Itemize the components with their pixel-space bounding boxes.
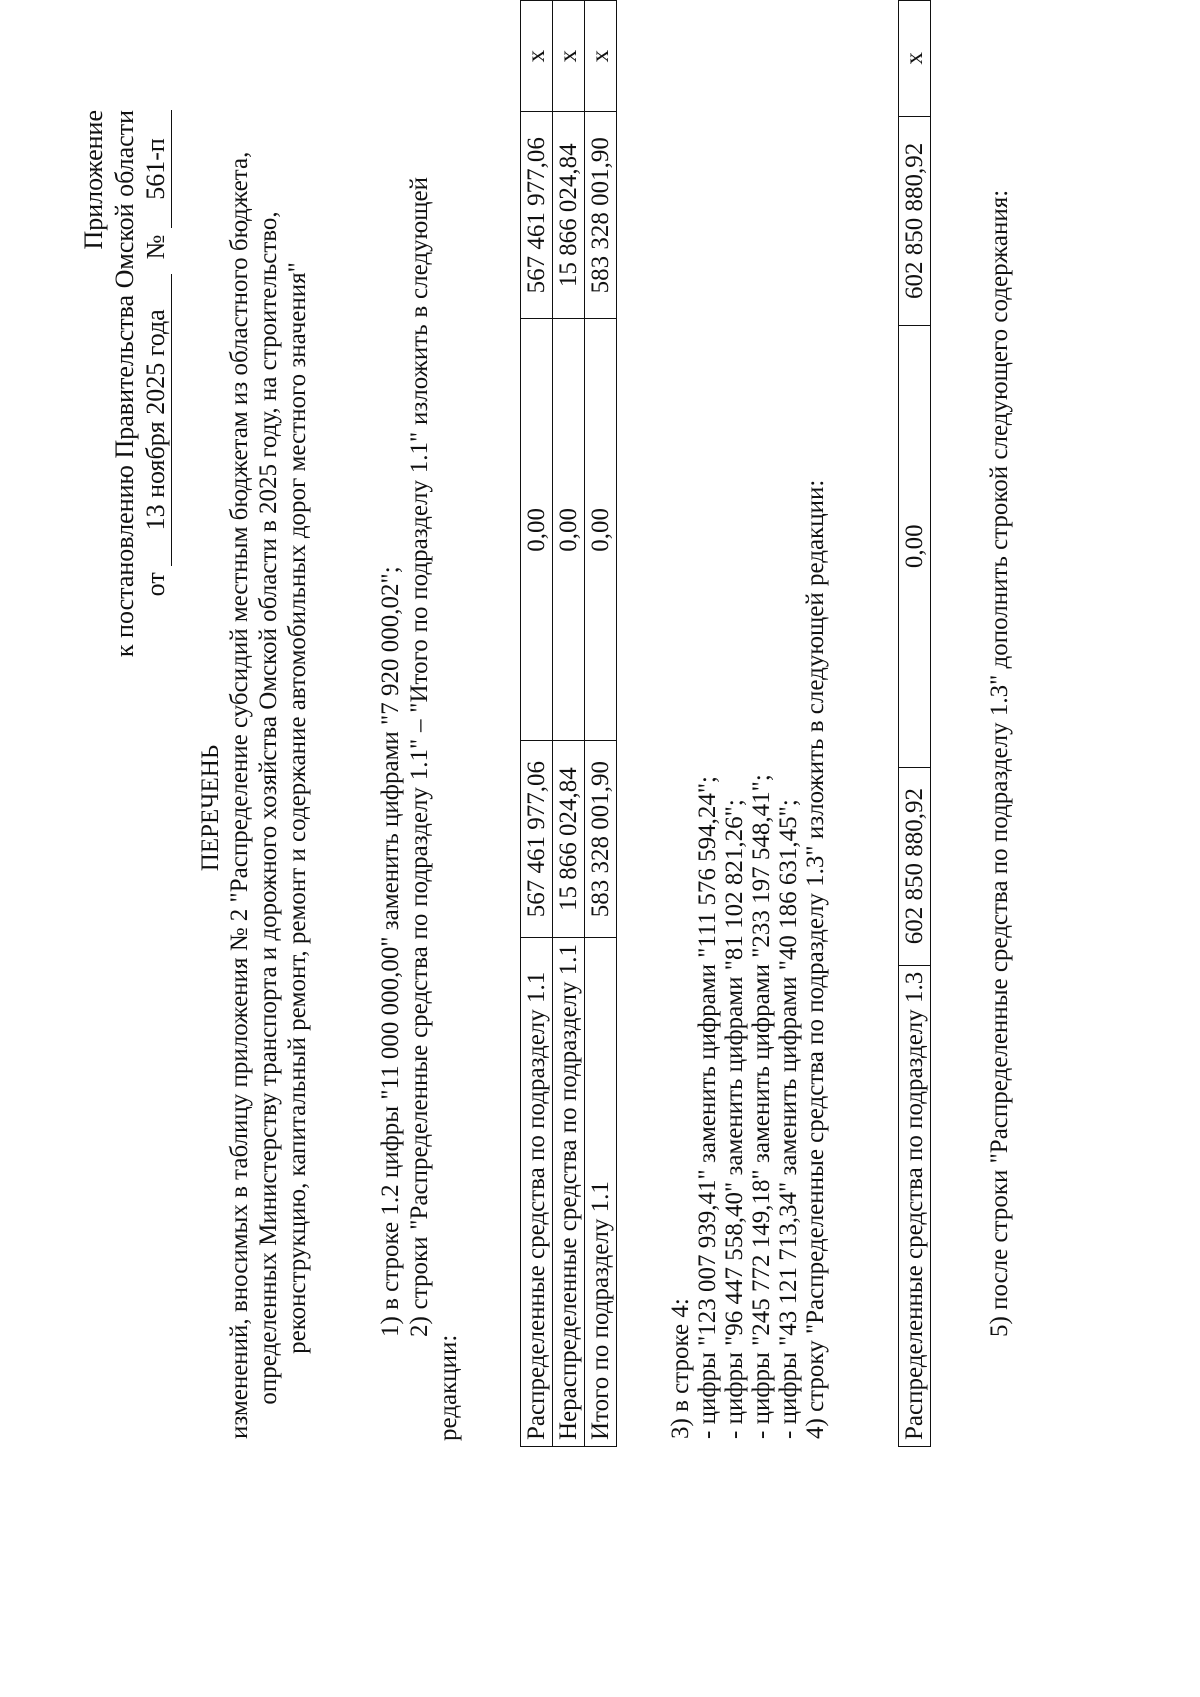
table-row [899,1,931,1447]
title-heading: ПЕРЕЧЕНЬ [197,744,224,872]
item-2-line-2: редакции: [435,1334,462,1441]
appendix-date-number [140,110,172,657]
appendix-label: Приложение [79,110,108,250]
table-row [553,1,585,1447]
list-item: - цифры "43 121 713,34" заменить цифрами "40 186 631,45"; [775,799,802,1439]
title-line-1: изменений, вносимых в таблицу приложения № 2 "Распределение субсидий местным бюджетам из областного бюджета, [226,151,253,1439]
date-prefix: от [141,572,170,597]
date-value: 13 ноября 2025 года [140,274,172,566]
item-3-block [667,480,829,1439]
item-5: 5) после строки "Распределенные средства по подразделу 1.3" дополнить строкой следующего содержания: [986,189,1013,1337]
table-cell: 15 866 024,84 [553,741,585,938]
list-item: - цифры "245 772 149,18" заменить цифрами "233 197 548,41"; [748,774,775,1439]
item-2-line-1: 2) строки "Распределенные средства по подразделу 1.1" – "Итого по подразделу 1.1" изложить в следующей [406,177,433,1337]
item-3-heading: 3) в строке 4: [667,1298,694,1439]
table-cell: 0,00 [585,319,617,741]
table-cell: 583 328 001,90 [585,112,617,319]
title-line-3: реконструкцию, капитальный ремонт, ремонт и содержание автомобильных дорог местного значения" [284,262,311,1354]
table-cell: 602 850 880,92 [899,767,931,965]
table-cell: 0,00 [899,325,931,767]
table-cell: 567 461 977,06 [521,741,553,938]
number-value: 561-п [140,110,172,228]
list-item: - цифры "123 007 939,41" заменить цифрами "111 576 594,24"; [694,776,721,1439]
table-cell: 567 461 977,06 [521,112,553,319]
list-item: - цифры "96 447 558,40" заменить цифрами "81 102 821,26"; [721,799,748,1439]
table-cell: x [899,1,931,117]
table-row [521,1,553,1447]
document-title [196,151,312,1439]
table-cell: Распределенные средства по подразделу 1.1 [521,937,553,1446]
item-1: 1) в строке 1.2 цифры "11 000 000,00" заменить цифрами "7 920 000,02"; [377,566,404,1337]
appendix-resolution: к постановлению Правительства Омской области [110,110,139,658]
table-subsection-1-1 [520,0,617,1447]
table-cell: 583 328 001,90 [585,741,617,938]
table-cell: Нераспределенные средства по подразделу 1.1 [553,937,585,1446]
table-cell: 0,00 [521,319,553,741]
title-line-2: определенных Министерству транспорта и дорожного хозяйства Омской области в 2025 году, на строительство, [255,211,282,1405]
table-cell: Итого по подразделу 1.1 [585,937,617,1446]
table-cell: x [585,1,617,112]
table-cell: Распределенные средства по подразделу 1.3 [899,965,931,1446]
table-subsection-1-3 [898,0,931,1447]
table-cell: 0,00 [553,319,585,741]
table-row [585,1,617,1447]
table-cell: 602 850 880,92 [899,116,931,325]
table-cell: x [521,1,553,112]
table-cell: 15 866 024,84 [553,112,585,319]
number-prefix: № [141,234,170,260]
appendix-block [78,110,172,657]
table-cell: x [553,1,585,112]
item-4: 4) строку "Распределенные средства по подразделу 1.3" изложить в следующей редакции: [802,479,829,1439]
